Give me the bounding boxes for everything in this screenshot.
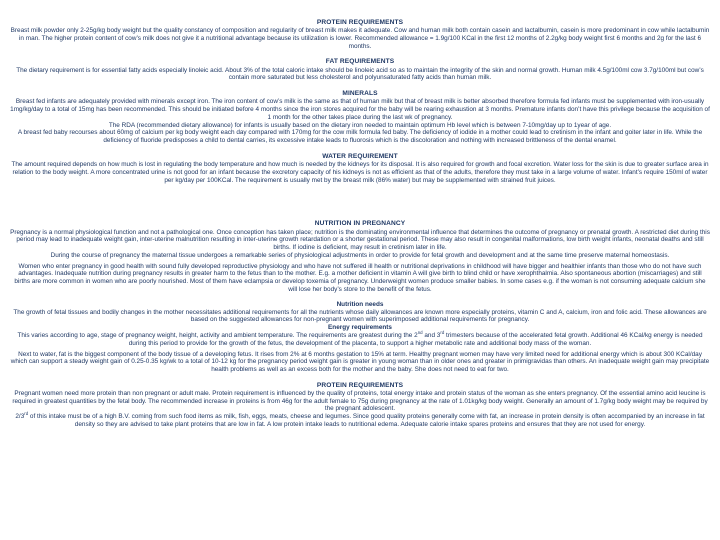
energy-text-part-2: and 3 — [422, 332, 441, 340]
fraction-text: 2/3 — [15, 413, 25, 421]
protein-pregnancy-text: of this intake must be of a high B.V. coming from such food items as milk, fish, eggs, meats, cheese and legumes. Since good quality proteins generally come with fat, an increase in protein density is often accompanied by an increase in fat density so they are advised to take plant proteins that are low in fat. A low protein intake leads to nutritional edema. Adequate calorie intake spares proteins and ensures that they are not used for energy. — [28, 413, 705, 428]
section-heading-nutrition-needs: Nutrition needs — [336, 300, 384, 308]
fat-paragraph: The dietary requirement is for essential fatty acids especially linoleic acid. About 3% of the total caloric intake should be linoleic acid so as to maintain the integrity of the skin and normal growth. Human milk 4.5g/100ml cow 3.7g/100ml but cow’s contain more saturated but less cholesterol and polyunsaturated fatty acids than human milk. — [16, 66, 704, 82]
minerals-paragraph-1: Breast fed infants are adequately provided with minerals except iron. The iron content of cow’s milk is the same as that of human milk but that of breast milk is better absorbed therefore formula fed infants must be supplemented with iron-usually 1mg/kg/day to a total of 15mg has been recommended. This should be initiated before 4 months since the iron stores acquired for the baby will be rearing exhaustion at 3 months. Premature infants don’t have this privilege because the acquisition of 1 month for the other takes place during the last wk of pregnancy. — [10, 98, 710, 121]
minerals-section — [10, 90, 710, 145]
section-heading-protein-pregnancy: PROTEIN REQUIREMENTS — [316, 381, 404, 389]
protein-pregnancy-paragraph-1: Pregnant women need more protein than non pregnant or adult male. Protein requirement is influenced by the quality of proteins, total energy intake and protein status of the woman as she enters pregnancy. Of the essential amino acid leucine is required in greatest quantities by the fetal body. The recommended increase in proteins is from 46g for the adult female to 75g during pregnancy at the rate of 1.01kg/kg body weight. Generally an amount of 1.7g/kg body weight may be required by the pregnant adolescent. — [12, 389, 708, 413]
pregnancy-paragraph-3: Women who enter pregnancy in good health with sound fully developed reproductive physiology and who have not suffered ill health or nutritional deprivations in childhood will have bigger and healthier infants than those who do not have such advantages. Inadequate nutrition during pregnancy results in greater harm to the fetus than to the mother. E.g. a mother deficient in vitamin A will give birth to blind child or have xerophthalmia. Also spontaneous abortion (miscarriages) and still births are more common in women who are poorly nourished. Most of them have eclampsia or develop toxemia of pregnancy. Underweight women produce smaller babies. In some cases e.g. if the woman is not consuming adequate calcium she will lose her body’s store to the benefit of the fetus. — [14, 262, 706, 293]
energy-text-part-1: This varies according to age, stage of pregnancy weight, height, activity and ambient temperature. The requirements are greatest during the 2 — [17, 332, 418, 340]
ordinal-suffix: nd — [417, 329, 423, 335]
protein-pregnancy-paragraph-2 — [10, 413, 710, 429]
section-heading-pregnancy: NUTRITION IN PREGNANCY — [314, 220, 406, 228]
minerals-paragraph-2: The RDA (recommended dietary allowance) for infants is usually based on the dietary iron needed to maintain optimum Hb level which is between 7-10mg/day up to 1year of age. — [108, 121, 612, 129]
protein-requirements-infant-section — [10, 19, 710, 50]
section-heading-minerals: MINERALS — [342, 90, 378, 98]
ordinal-suffix: rd — [24, 411, 29, 417]
section-heading-water: WATER REQUIREMENT — [322, 152, 398, 160]
energy-paragraph-2: Next to water, fat is the biggest component of the body tissue of a developing fetus. It rises from 2% at 6 months gestation to 15% at term. Healthy pregnant women may have very limited need for additional energy which is about 300 KCal/day which can support a steady weight gain of 0.25-0.35 kg/wk to a total of 10-12 kg for the pregnancy period weight gain is greater in young woman than in older ones and greater in primigravidas than others. An inadequate weight gain may precipitate health problems as well as an excess both for the mother and the baby. She does not need to eat for two. — [10, 350, 710, 374]
ordinal-suffix: rd — [440, 329, 445, 335]
pregnancy-paragraph-2: During the course of pregnancy the maternal tissue undergoes a remarkable series of physiological adjustments in order to provide for fetal growth and development and at the same time preserve maternal homeostasis. — [50, 251, 670, 259]
energy-requirements-section — [10, 324, 710, 374]
water-paragraph: The amount required depends on how much is lost in regulating the body temperature and how much is needed by the kidneys for its disposal. It is also required for growth and focal excretion. Water loss for the skin is due to greater surface area in relation to the body weight. A more concentrated urine is not good for an infant because the excretory capacity of his kidneys is not as efficient as that of the adults, therefore they must take in a large volume of water. Infant’s require 150ml of water per kg/day per 100KCal. The requirement is usually met by the breast milk (86% water) but may be supplemented with strained fruit juices. — [11, 161, 709, 184]
protein-requirements-pregnancy-section — [10, 382, 710, 429]
water-requirement-section — [10, 153, 710, 184]
nutrition-needs-section — [10, 301, 710, 325]
section-heading-fat: FAT REQUIREMENTS — [325, 58, 395, 66]
energy-paragraph-1 — [10, 329, 710, 348]
nutrition-needs-paragraph: The growth of fetal tissues and bodily changes in the mother necessitates additional requirements for all the nutrients whose daily allowances are known more especially proteins, vitamin C and A, calcium, iron and folic acid. These allowances are based on the suggested allowances for non-pregnant women with superimposed additional requirements for pregnancy. — [13, 308, 707, 324]
section-heading-energy: Energy requirements — [328, 324, 392, 332]
minerals-paragraph-3: A breast fed baby recourses about 60mg of calcium per kg body weight each day compared with 170mg for the cow milk formula fed baby. The deficiency of iodide in a mother could lead to cretinism in the infant and goiter later in life. While the deficiency of fluoride predisposes a child to dental carries, its excessive intake leads to fluorosis which is the discoloration and nothing with increased brittleness of the dental enamel. — [17, 129, 703, 145]
section-heading-protein: PROTEIN REQUIREMENTS — [316, 19, 404, 26]
nutrition-in-pregnancy-section — [10, 220, 710, 293]
protein-paragraph: Breast milk powder only 2-25g/kg body weight but the quality constancy of composition and regularity of breast milk makes it adequate. Cow and human milk both contain casein and lactalbumin, casein is more predominant in cow while lactalbumin in man. The higher protein content of cow’s milk does not give it a nutritional advantage because its utilization is lower. Recommended allowance = 1.9g/100 KCal in the first 12 months of 2.2g/kg body weight first 6 months and 2g for the last 6 months. — [10, 27, 710, 50]
pregnancy-paragraph-1: Pregnancy is a normal physiological function and not a pathological one. Once conception has taken place; nutrition is the dominating environmental influence that determines the outcome of pregnancy or prenatal growth. A restricted diet during this period may lead to inadequate weight gain, inter-uterine malnutrition resulting in inter-uterine growth retardation or a shorter gestational period. These may also result in congenital malformations, low birth weight infants, neonatal deaths and still births. If iodine is deficient, may result in cretinism later in life. — [10, 228, 710, 252]
fat-requirements-section — [10, 58, 710, 82]
energy-text-part-3: trimesters because of the accelerated fetal growth. Additional 46 KCal/kg energy is needed during this period to provide for the growth of the fetus, the development of the placenta, to support a higher metabolic rate and additional body mass of the woman. — [128, 332, 703, 347]
